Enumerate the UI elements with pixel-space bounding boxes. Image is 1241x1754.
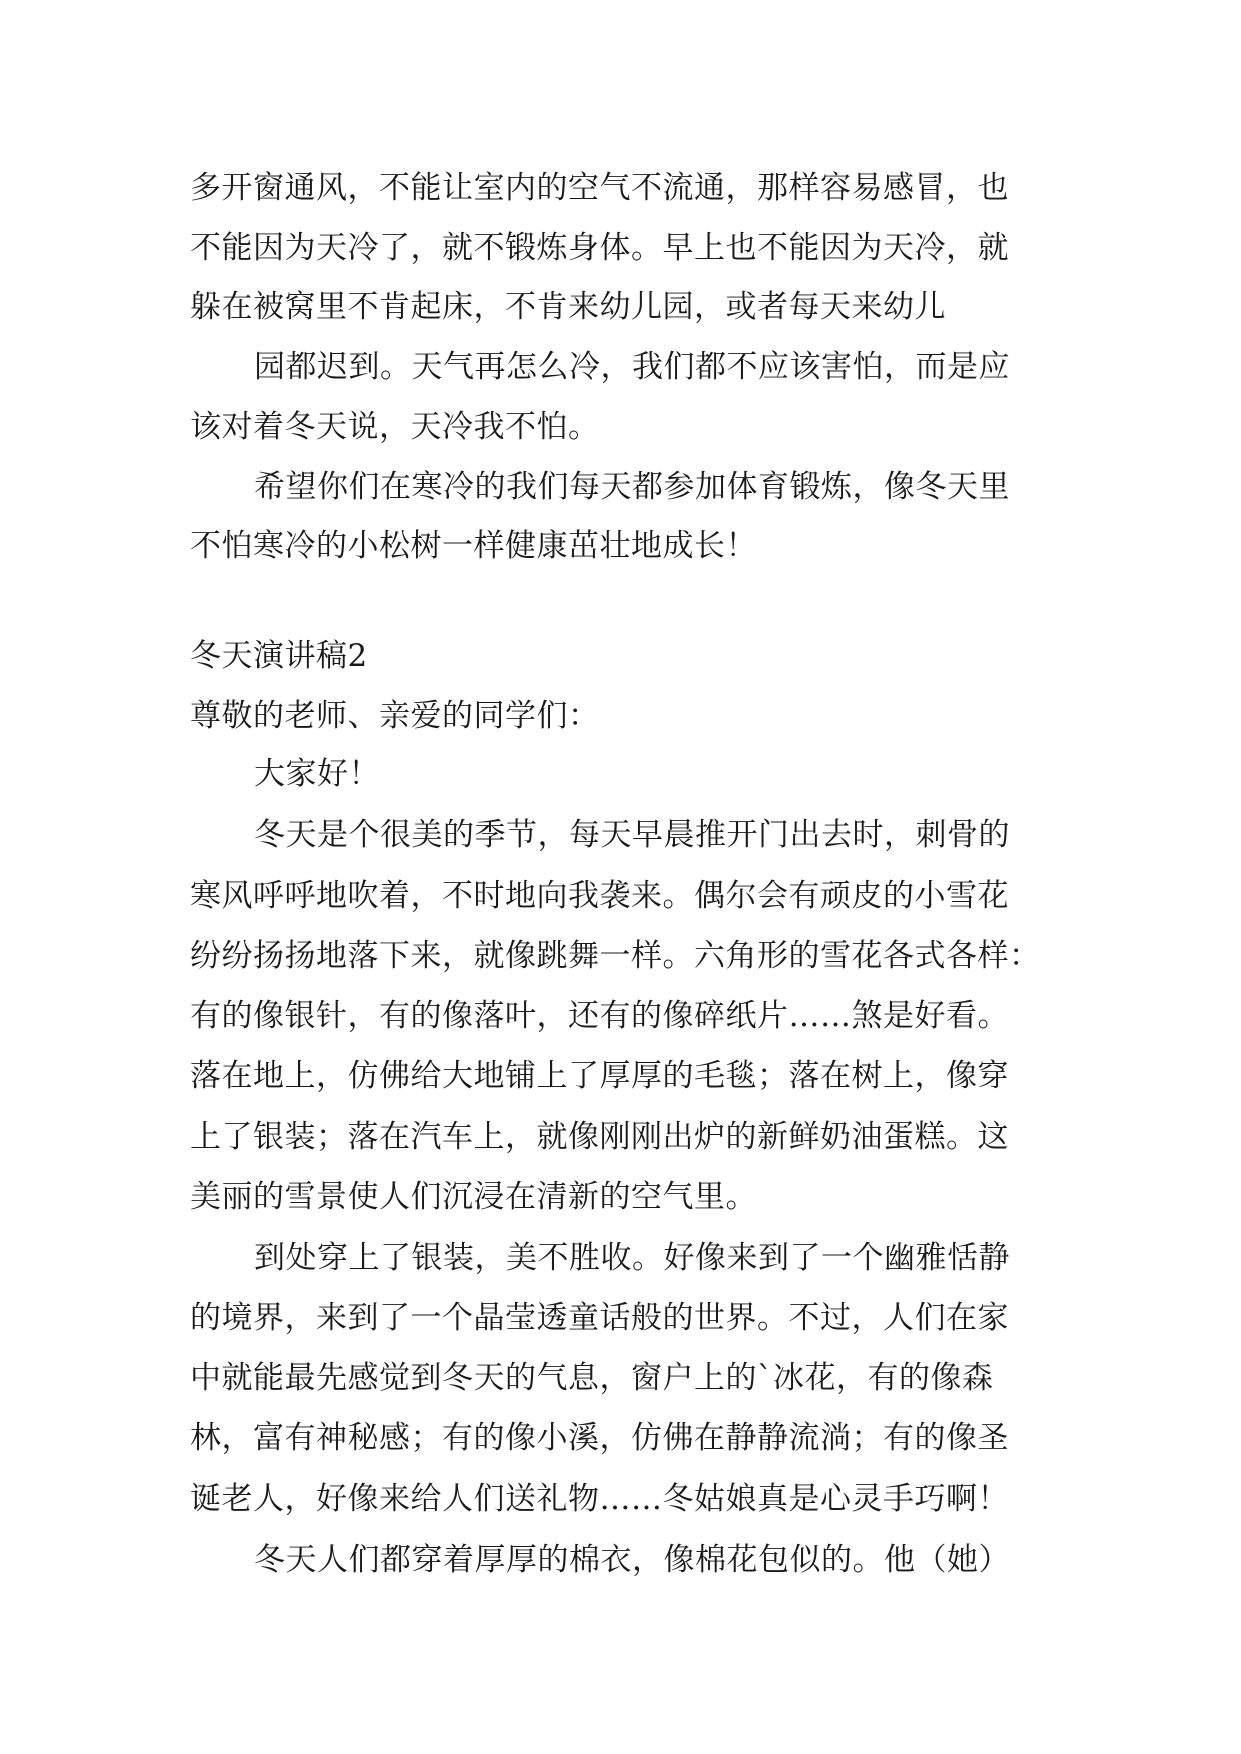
text-line: 上了银装；落在汽车上，就像刚刚出炉的新鲜奶油蛋糕。这 <box>190 1119 1009 1155</box>
text-line: 多开窗通风，不能让室内的空气不流通，那样容易感冒，也 <box>190 170 1009 206</box>
text-line: 美丽的雪景使人们沉浸在清新的空气里。 <box>190 1179 757 1215</box>
text-line: 希望你们在寒冷的我们每天都参加体育锻炼，像冬天里 <box>254 469 1010 505</box>
text-line: 林，富有神秘感；有的像小溪，仿佛在静静流淌；有的像圣 <box>190 1420 1009 1456</box>
text-line: 的境界，来到了一个晶莹透童话般的世界。不过，人们在家 <box>190 1300 1009 1336</box>
text-line: 园都迟到。天气再怎么冷，我们都不应该害怕，而是应 <box>254 349 1010 385</box>
text-line: 该对着冬天说，天冷我不怕。 <box>190 409 600 445</box>
text-line: 中就能最先感觉到冬天的气息，窗户上的`冰花，有的像森 <box>190 1360 994 1396</box>
section-heading: 冬天演讲稿2 <box>190 638 368 674</box>
text-line: 不能因为天冷了，就不锻炼身体。早上也不能因为天冷，就 <box>190 230 1009 266</box>
text-line: 纷纷扬扬地落下来，就像跳舞一样。六角形的雪花各式各样： <box>190 938 1041 974</box>
text-line: 有的像银针，有的像落叶，还有的像碎纸片……煞是好看。 <box>190 998 1009 1034</box>
salutation: 尊敬的老师、亲爱的同学们： <box>190 698 600 734</box>
text-line: 冬天人们都穿着厚厚的棉衣，像棉花包似的。他（她） <box>254 1542 1010 1578</box>
greeting: 大家好！ <box>254 756 380 792</box>
text-line: 冬天是个很美的季节，每天早晨推开门出去时，刺骨的 <box>254 817 1010 853</box>
text-line: 到处穿上了银装，美不胜收。好像来到了一个幽雅恬静 <box>254 1240 1010 1276</box>
text-line: 寒风呼呼地吹着，不时地向我袭来。偶尔会有顽皮的小雪花 <box>190 878 1009 914</box>
text-line: 落在地上，仿佛给大地铺上了厚厚的毛毯；落在树上，像穿 <box>190 1058 1009 1094</box>
text-line: 躲在被窝里不肯起床，不肯来幼儿园，或者每天来幼儿 <box>190 289 946 325</box>
text-line: 不怕寒冷的小松树一样健康茁壮地成长！ <box>190 528 757 564</box>
text-line: 诞老人，好像来给人们送礼物……冬姑娘真是心灵手巧啊！ <box>190 1481 1009 1517</box>
